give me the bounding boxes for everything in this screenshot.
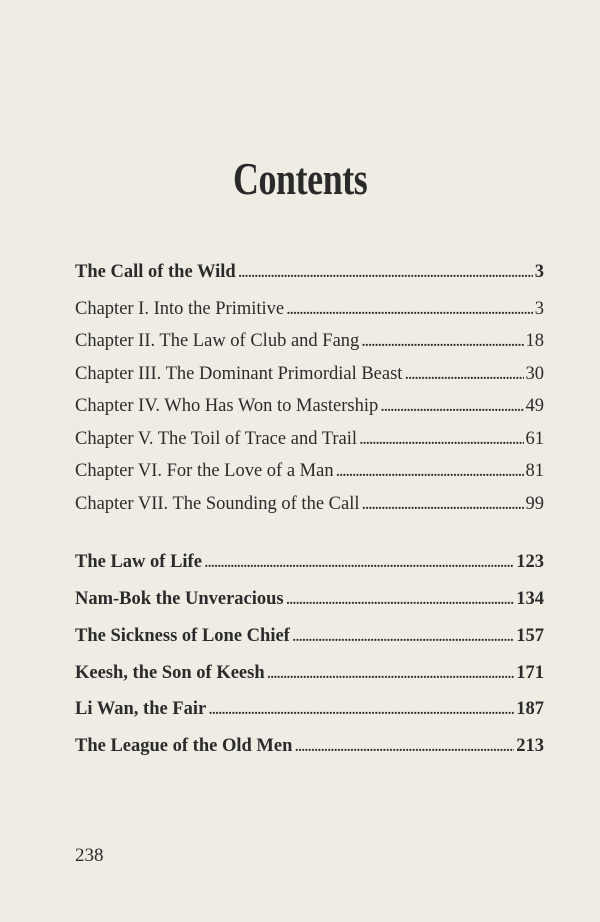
toc-entry-title: Keesh, the Son of Keesh: [75, 662, 265, 683]
toc-entry-page: 213: [516, 736, 544, 757]
toc-entry-title: The League of the Old Men: [75, 736, 293, 757]
toc-entry[interactable]: [75, 396, 544, 429]
toc-entry-page: 134: [516, 589, 544, 610]
toc-entry-page: 157: [516, 625, 544, 646]
toc-entry[interactable]: [75, 626, 544, 663]
toc-entry[interactable]: [75, 331, 544, 364]
dot-leader: [404, 364, 523, 385]
toc-entry-title: Nam-Bok the Unveracious: [75, 589, 284, 610]
toc-entry-title: Chapter I. Into the Primitive: [75, 298, 285, 319]
dot-leader: [286, 589, 515, 610]
dot-leader: [294, 736, 514, 757]
toc-entry[interactable]: [75, 589, 544, 626]
toc-entry-title: Chapter VI. For the Love of a Man: [75, 461, 334, 482]
dot-leader: [208, 699, 514, 720]
toc-entry-page: 30: [525, 363, 544, 384]
toc-entry-page: 3: [534, 298, 544, 319]
dot-leader: [359, 429, 523, 450]
toc-entry-page: 123: [516, 552, 544, 573]
toc-entry-title: Chapter III. The Dominant Primordial Beast: [75, 363, 403, 384]
toc-entry-page: 3: [534, 262, 544, 282]
toc-entry-page: 61: [525, 428, 544, 449]
table-of-contents: [75, 262, 544, 773]
toc-entry-title: Chapter IV. Who Has Won to Mastership: [75, 396, 379, 417]
dot-leader: [361, 331, 523, 352]
toc-entry-title: The Law of Life: [75, 552, 202, 573]
toc-entry[interactable]: [75, 663, 544, 700]
dot-leader: [380, 396, 523, 417]
toc-entry-page: 18: [525, 331, 544, 352]
toc-entry[interactable]: [75, 494, 544, 527]
dot-leader: [292, 626, 514, 647]
toc-entry-page: 49: [525, 396, 544, 417]
toc-entry[interactable]: [75, 299, 544, 332]
toc-entry-page: 171: [516, 662, 544, 683]
toc-entry[interactable]: [75, 429, 544, 462]
toc-entry-page: 81: [525, 461, 544, 482]
toc-entry[interactable]: [75, 736, 544, 773]
toc-entry-title: Li Wan, the Fair: [75, 699, 207, 720]
toc-entry-title: Chapter II. The Law of Club and Fang: [75, 331, 360, 352]
toc-entry-title: Chapter V. The Toil of Trace and Trail: [75, 428, 358, 449]
toc-entry[interactable]: [75, 461, 544, 494]
toc-entry[interactable]: [75, 552, 544, 589]
dot-leader: [238, 262, 533, 283]
contents-heading: [0, 152, 600, 205]
toc-entry-title: The Sickness of Lone Chief: [75, 625, 290, 646]
page-number: 238: [75, 845, 104, 866]
toc-entry-page: 99: [525, 493, 544, 514]
dot-leader: [286, 299, 533, 320]
toc-entry[interactable]: [75, 262, 544, 299]
toc-entry-page: 187: [516, 699, 544, 720]
toc-entry[interactable]: [75, 364, 544, 397]
toc-entry-title: The Call of the Wild: [75, 262, 236, 282]
contents-title-text: Contents: [232, 153, 368, 204]
dot-leader: [267, 663, 515, 684]
dot-leader: [336, 461, 524, 482]
toc-entry-title: Chapter VII. The Sounding of the Call: [75, 493, 360, 514]
toc-entry[interactable]: [75, 699, 544, 736]
dot-leader: [361, 494, 523, 515]
dot-leader: [204, 552, 514, 573]
